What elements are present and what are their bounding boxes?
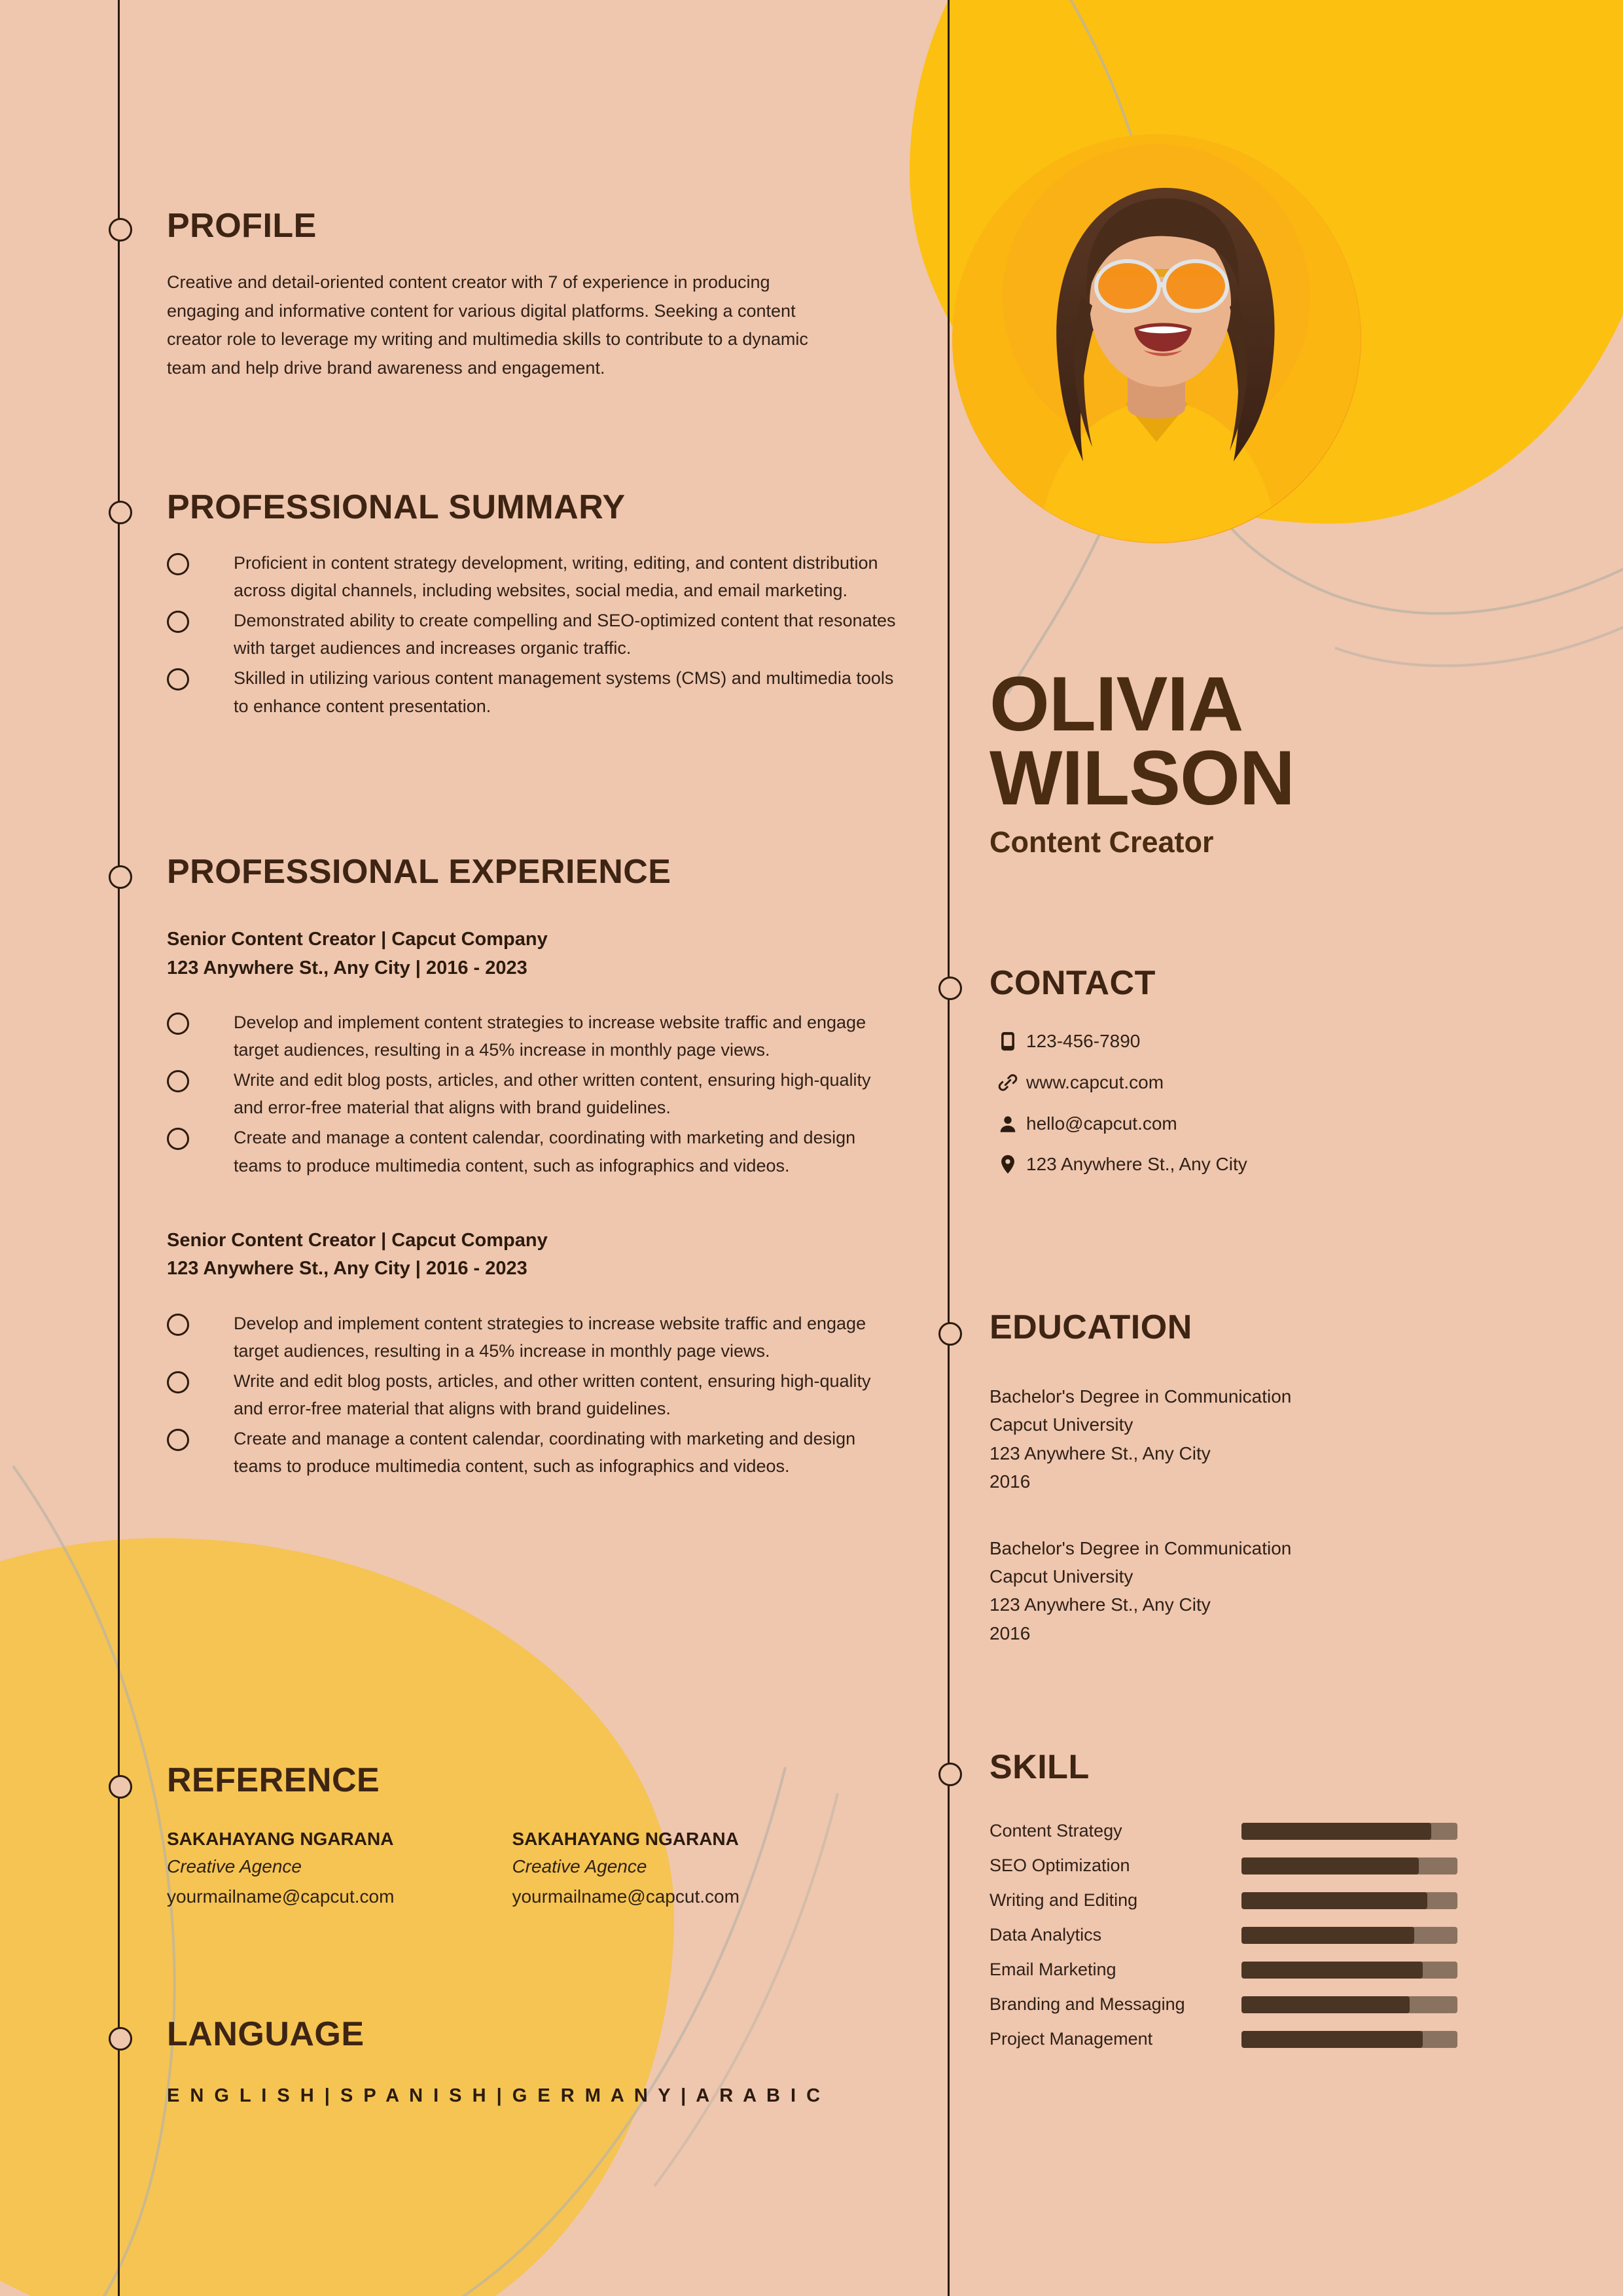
professional-experience-heading: PROFESSIONAL EXPERIENCE — [167, 853, 671, 891]
timeline-node-education — [938, 1322, 962, 1346]
language-list: E N G L I S H | S P A N I S H | G E R M A N Y | A R A B I C — [167, 2085, 823, 2106]
reference-role: Creative Agence — [512, 1856, 647, 1876]
skill-label: Content Strategy — [990, 1821, 1122, 1840]
last-name: WILSON — [990, 735, 1294, 822]
education-school: Capcut University — [990, 1566, 1133, 1587]
education-heading: EDUCATION — [990, 1308, 1192, 1346]
skill-row — [990, 2029, 1507, 2049]
skill-bar-track — [1241, 1996, 1457, 2013]
skill-row — [990, 1925, 1507, 1945]
list-item — [167, 1009, 897, 1064]
job-meta: 123 Anywhere St., Any City | 2016 - 2023 — [167, 957, 527, 978]
list-item — [167, 1310, 897, 1365]
profile-section — [167, 206, 897, 383]
experience-entry — [167, 1227, 897, 1480]
skill-bar-fill — [1241, 1857, 1419, 1874]
reference-email[interactable]: yourmailname@capcut.com — [167, 1886, 395, 1907]
timeline-node-summary — [109, 501, 132, 524]
list-item — [167, 1367, 897, 1422]
bullet-ring-icon — [167, 1429, 189, 1451]
skill-heading: SKILL — [990, 1748, 1090, 1786]
link-icon — [990, 1071, 1026, 1094]
skill-row — [990, 1960, 1507, 1980]
timeline-node-contact — [938, 977, 962, 1000]
reference-name: SAKAHAYANG NGARANA — [167, 1829, 394, 1849]
education-degree: Bachelor's Degree in Communication — [990, 1386, 1292, 1407]
list-item-text: Create and manage a content calendar, coordinating with marketing and design teams to produce multimedia content, such as infographics and videos. — [234, 1429, 856, 1477]
name-block — [990, 661, 1507, 859]
skill-bar-fill — [1241, 1892, 1427, 1909]
profile-photo-illustration — [952, 134, 1361, 543]
bullet-ring-icon — [167, 1128, 189, 1150]
skill-row — [990, 1821, 1507, 1841]
job-title: Senior Content Creator | Capcut Company — [167, 1229, 548, 1251]
reference-heading: REFERENCE — [167, 1761, 380, 1799]
experience-bullets — [167, 1009, 897, 1179]
experience-bullets — [167, 1310, 897, 1480]
list-item-text: Proficient in content strategy development, writing, editing, and content distribution across digital channels, including websites, social media, and email marketing. — [234, 553, 878, 601]
skill-bar-track — [1241, 1927, 1457, 1944]
contact-value: 123 Anywhere St., Any City — [1026, 1154, 1247, 1174]
bullet-ring-icon — [167, 1371, 189, 1393]
skill-bar-fill — [1241, 1823, 1431, 1840]
professional-experience-section — [167, 852, 897, 1482]
job-role: Content Creator — [990, 825, 1214, 859]
skill-row — [990, 1890, 1507, 1910]
bullet-ring-icon — [167, 1013, 189, 1035]
bullet-ring-icon — [167, 611, 189, 633]
education-entry — [990, 1382, 1507, 1496]
language-section — [167, 2015, 897, 2107]
list-item-text: Develop and implement content strategies to increase website traffic and engage target audiences, resulting in a 45% increase in monthly page views. — [234, 1313, 866, 1361]
list-item-text: Write and edit blog posts, articles, and other written content, ensuring high-quality and error-free material that aligns with brand guidelines. — [234, 1371, 871, 1418]
job-title: Senior Content Creator | Capcut Company — [167, 929, 548, 950]
list-item — [167, 549, 897, 604]
phone-icon — [990, 1030, 1026, 1052]
skill-bar-fill — [1241, 1927, 1414, 1944]
list-item-text: Create and manage a content calendar, coordinating with marketing and design teams to produce multimedia content, such as infographics and videos. — [234, 1128, 856, 1175]
bullet-ring-icon — [167, 668, 189, 691]
reference-email[interactable]: yourmailname@capcut.com — [512, 1886, 740, 1907]
skill-label: Email Marketing — [990, 1960, 1116, 1979]
experience-entry — [167, 925, 897, 1179]
skill-bar-fill — [1241, 2031, 1423, 2048]
skill-bar-track — [1241, 2031, 1457, 2048]
contact-row-website[interactable] — [990, 1071, 1507, 1094]
education-year: 2016 — [990, 1623, 1031, 1643]
bullet-ring-icon — [167, 553, 189, 575]
skill-label: Data Analytics — [990, 1925, 1102, 1945]
list-item-text: Demonstrated ability to create compelling and SEO-optimized content that resonates with target audiences and increases organic traffic. — [234, 611, 896, 658]
reference-card — [167, 1829, 394, 1907]
contact-value: www.capcut.com — [1026, 1072, 1164, 1092]
bullet-ring-icon — [167, 1314, 189, 1336]
education-entry — [990, 1534, 1507, 1648]
list-item-text: Write and edit blog posts, articles, and other written content, ensuring high-quality and error-free material that aligns with brand guidelines. — [234, 1070, 871, 1118]
reference-role: Creative Agence — [167, 1856, 302, 1876]
profile-photo — [952, 134, 1361, 543]
timeline-node-skill — [938, 1763, 962, 1786]
professional-summary-section — [167, 488, 897, 723]
contact-row-email[interactable] — [990, 1113, 1507, 1135]
list-item — [167, 1124, 897, 1179]
skill-row — [990, 1856, 1507, 1876]
list-item-text: Develop and implement content strategies to increase website traffic and engage target audiences, resulting in a 45% increase in monthly page views. — [234, 1013, 866, 1060]
list-item — [167, 664, 897, 719]
skill-label: SEO Optimization — [990, 1856, 1130, 1875]
reference-section — [167, 1761, 897, 1907]
list-item — [167, 607, 897, 662]
reference-name: SAKAHAYANG NGARANA — [512, 1829, 739, 1849]
timeline-right — [948, 0, 950, 2296]
skill-bar-track — [1241, 1857, 1457, 1874]
contact-row-address[interactable] — [990, 1153, 1507, 1175]
skill-bar-track — [1241, 1823, 1457, 1840]
skill-row — [990, 1994, 1507, 2015]
profile-text: Creative and detail-oriented content creator with 7 of experience in producing engaging and informative content for various digital platforms. Seeking a content creator role to leverage my writing and multimedia skills to contribute to a dynamic team and help drive brand awareness and engagement. — [167, 272, 808, 378]
profile-heading: PROFILE — [167, 207, 317, 245]
contact-value: 123-456-7890 — [1026, 1031, 1141, 1051]
skill-label: Project Management — [990, 2029, 1153, 2049]
professional-summary-heading: PROFESSIONAL SUMMARY — [167, 488, 626, 526]
skill-bar-track — [1241, 1962, 1457, 1979]
reference-card — [512, 1829, 739, 1907]
education-section — [990, 1308, 1507, 1647]
timeline-node-reference — [109, 1775, 132, 1799]
contact-section — [990, 963, 1507, 1194]
location-pin-icon — [990, 1153, 1026, 1175]
timeline-node-profile — [109, 218, 132, 242]
education-address: 123 Anywhere St., Any City — [990, 1443, 1211, 1463]
contact-value: hello@capcut.com — [1026, 1113, 1177, 1134]
skill-bar-fill — [1241, 1962, 1423, 1979]
list-item — [167, 1066, 897, 1121]
decorative-yellow-blob-bottom — [0, 1538, 674, 2296]
list-item — [167, 1425, 897, 1480]
timeline-left — [118, 0, 120, 2296]
job-meta: 123 Anywhere St., Any City | 2016 - 2023 — [167, 1258, 527, 1280]
skill-section — [990, 1748, 1507, 2064]
skill-label: Writing and Editing — [990, 1890, 1138, 1910]
timeline-node-language — [109, 2027, 132, 2051]
person-icon — [990, 1113, 1026, 1135]
skill-bar-track — [1241, 1892, 1457, 1909]
skill-bar-fill — [1241, 1996, 1410, 2013]
list-item-text: Skilled in utilizing various content management systems (CMS) and multimedia tools to enhance content presentation. — [234, 668, 894, 716]
education-address: 123 Anywhere St., Any City — [990, 1594, 1211, 1615]
reference-grid — [167, 1829, 897, 1907]
language-heading: LANGUAGE — [167, 2015, 365, 2053]
professional-summary-list — [167, 549, 897, 720]
contact-heading: CONTACT — [990, 964, 1156, 1002]
skill-list — [990, 1821, 1507, 2049]
timeline-node-experience — [109, 865, 132, 889]
education-degree: Bachelor's Degree in Communication — [990, 1537, 1292, 1558]
education-school: Capcut University — [990, 1414, 1133, 1435]
first-name: OLIVIA — [990, 661, 1243, 747]
education-year: 2016 — [990, 1471, 1031, 1492]
skill-label: Branding and Messaging — [990, 1994, 1185, 2014]
contact-row-phone[interactable] — [990, 1030, 1507, 1052]
bullet-ring-icon — [167, 1070, 189, 1092]
